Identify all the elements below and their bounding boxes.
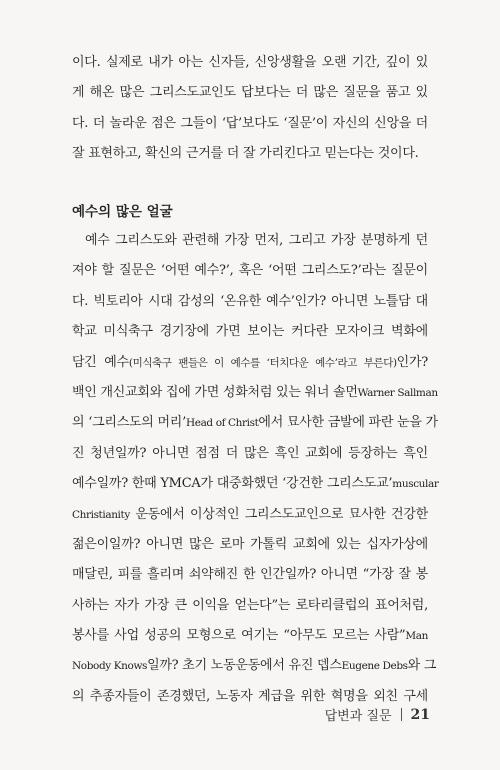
text-line <box>72 651 437 681</box>
text-run: 백인 개신교회와 집에 가면 성화처럼 있는 워너 솔먼 <box>72 384 358 400</box>
english-title: Man <box>405 630 428 643</box>
english-term: muscular <box>392 478 439 491</box>
page-footer <box>325 705 430 724</box>
text-run: 운동에서 이상적인 그리스도교인으로 묘사한 건강한 <box>129 506 428 522</box>
text-line <box>72 408 438 438</box>
body-paragraph-2 <box>72 226 439 712</box>
text-run: 의 ‘그리스도의 머리’ <box>72 415 186 431</box>
text-line: 의 추종자들이 존경했던, 노동자 계급을 위한 혁명을 외친 구세 <box>72 688 428 704</box>
body-paragraph-1 <box>72 48 428 170</box>
text-run: 에서 묘사한 금발에 파란 눈을 가 <box>258 415 438 431</box>
text-run: 봉사를 사업 성공의 모형으로 여기는 “아무도 모르는 사람” <box>72 628 406 644</box>
text-line: 예수 그리스도와 관련해 가장 먼저, 그리고 가장 분명하게 던 <box>85 233 428 248</box>
text-line: 진 청년일까? 아니면 점점 더 많은 흑인 교회에 등장하는 흑인 <box>72 445 428 461</box>
text-run: 와 그 <box>407 658 437 674</box>
text-line <box>72 469 439 499</box>
text-line: 잘 표현하고, 확신의 근거를 더 잘 가리킨다고 믿는다는 것이다. <box>72 146 419 162</box>
english-term: Christianity <box>72 508 130 521</box>
text-line <box>72 378 438 408</box>
text-line: 게 해온 많은 그리스도교인도 답보다는 더 많은 질문을 품고 있 <box>72 85 428 101</box>
section-heading: 예수의 많은 얼굴 <box>72 204 173 220</box>
text-line <box>72 348 428 378</box>
english-title: Head of Christ <box>186 417 259 430</box>
text-line: 다. 빅토리아 시대 감성의 ‘온유한 예수’인가? 아니면 노틀담 대 <box>72 293 428 309</box>
text-line: 사하는 자가 가장 큰 이익을 얻는다”는 로타리클럽의 표어처럼, <box>72 597 428 613</box>
text-line: 져야 할 질문은 ‘어떤 예수?’, 혹은 ‘어떤 그리스도?’라는 질문이 <box>72 263 428 279</box>
text-line <box>72 500 428 530</box>
footer-divider <box>401 708 402 721</box>
parenthetical-note: (미식축구 팬들은 이 예수를 ‘터치다운 예수’라고 부른다) <box>128 356 397 369</box>
text-line: 젊은이일까? 아니면 많은 로마 가톨릭 교회에 있는 십자가상에 <box>72 536 428 552</box>
english-name: Eugene Debs <box>341 660 408 673</box>
text-line: 학교 미식축구 경기장에 가면 보이는 커다란 모자이크 벽화에 <box>72 324 428 340</box>
text-line: 이다. 실제로 내가 아는 신자들, 신앙생활을 오랜 기간, 깊이 있 <box>72 55 428 70</box>
text-run: 일까? 초기 노동운동에서 유진 뎁스 <box>147 658 342 674</box>
english-title: Nobody Knows <box>72 660 148 673</box>
text-run: 인가? <box>396 354 428 370</box>
text-line: 매달린, 피를 흘리며 쇠약해진 한 인간일까? 아니면 “가장 잘 봉 <box>72 567 428 583</box>
page-number: 21 <box>410 706 430 723</box>
text-run: 예수일까? 한때 YMCA가 대중화했던 ‘강건한 그리스도교’ <box>72 476 393 492</box>
english-name: Warner Sallman <box>357 386 438 399</box>
text-line: 다. 더 놀라운 점은 그들이 ‘답’보다도 ‘질문’이 자신의 신앙을 더 <box>72 115 428 131</box>
text-line <box>72 621 428 651</box>
text-run: 담긴 예수 <box>72 354 129 370</box>
running-header-section: 답변과 질문 <box>324 709 392 724</box>
